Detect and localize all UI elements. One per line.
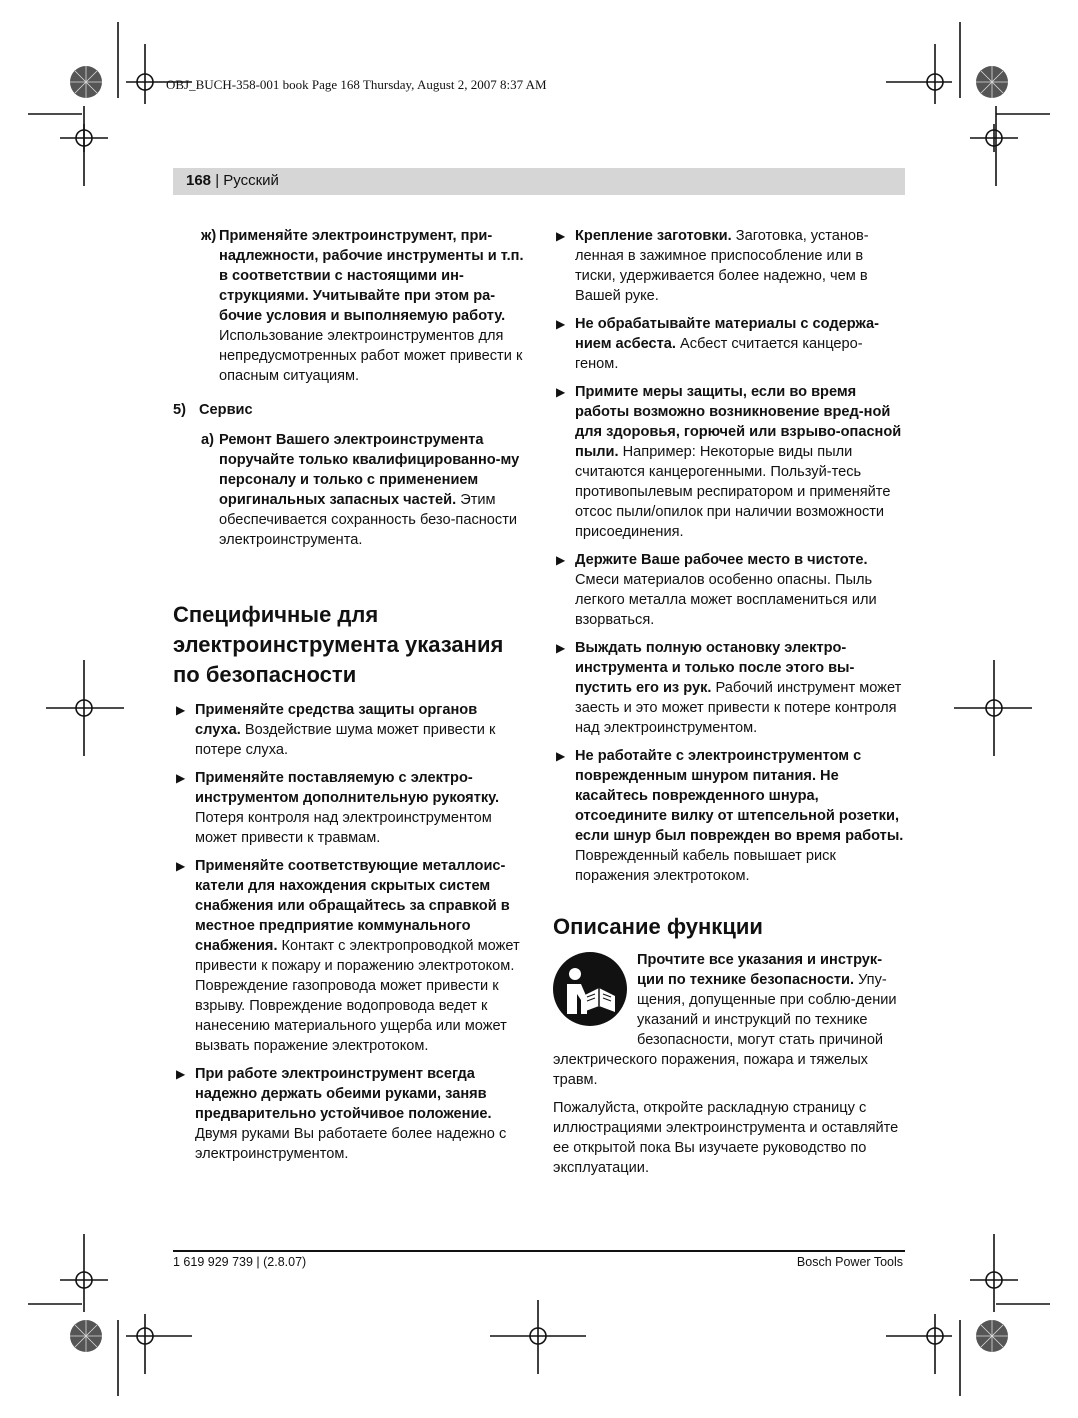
service-heading [173, 400, 525, 420]
bullet-bold: Держите Ваше рабочее место в чистоте. [575, 552, 868, 568]
bullet-item [553, 550, 905, 630]
triangle-bullet-icon: ▶ [176, 1067, 186, 1081]
instruction-text: Этим обеспечивается сохранность безо-пасности электроинструмента. [219, 492, 518, 548]
bullet-item [553, 638, 905, 738]
instruction-a [173, 430, 525, 550]
triangle-bullet-icon: ▶ [176, 859, 186, 873]
triangle-bullet-icon: ▶ [556, 229, 566, 243]
bullet-text: Асбест считается канцеро-геном. [575, 336, 863, 372]
bullet-text: Например: Некоторые виды пыли считаются канцерогенными. Пользуй-тесь противопылевым респиратором и применяйте отсос пыли/опилок при наличии возможности присоединения. [575, 444, 891, 540]
fold-out-paragraph: Пожалуйста, откройте раскладную страницу с иллюстрациями электроинструмента и оставляйте ее открытой пока Вы изучаете руководство по эксплуатации. [553, 1100, 899, 1176]
bullet-item [173, 700, 525, 760]
bullet-text: Контакт с электропроводкой может привести к пожару и поражению электротоком. Повреждение газопровода может привести к взрыву. Повреждение водопровода ведет к нанесению материального ущерба или может вызвать поражение электротоком. [195, 938, 520, 1054]
triangle-bullet-icon: ▶ [176, 771, 186, 785]
bullet-item [553, 226, 905, 306]
bullet-text: Смеси материалов особенно опасны. Пыль легкого металла может воспламениться или взорваться. [575, 572, 877, 628]
section-heading-function: Описание функции [553, 914, 763, 939]
triangle-bullet-icon: ▶ [556, 317, 566, 331]
bullet-bold: Примите меры защиты, если во время работы возможно возникновение вред-ной для здоровья, горючей или взрыво-опасной пыли. [575, 384, 902, 460]
item-marker: ж) [201, 228, 217, 244]
item-marker: а) [201, 432, 214, 448]
bullet-bold: При работе электроинструмент всегда надежно держать обеими руками, заняв предварительно устойчивое положение. [195, 1066, 492, 1122]
section-heading-safety: Специфичные для электроинструмента указания по безопасности [173, 602, 504, 687]
bullet-text: Потеря контроля над электроинструментом может привести к травмам. [195, 810, 492, 846]
right-column [553, 226, 905, 1178]
footer-rule [173, 1250, 905, 1252]
bullet-item [553, 382, 905, 542]
bullet-item [553, 314, 905, 374]
notice-bold: Прочтите все указания и инструк-ции по технике безопасности. [637, 952, 883, 988]
instruction-zh [173, 226, 525, 386]
instruction-bold: Применяйте электроинструмент, при-надлежности, рабочие инструменты и т.п. в соответствии с настоящими ин-струкциями. Учитывайте при этом ра-бочие условия и выполняемую работу. [219, 228, 524, 324]
bullet-bold: Не обрабатывайте материалы с содержа-нием асбеста. [575, 316, 879, 352]
instruction-bold: Ремонт Вашего электроинструмента поручайте только квалифицированно-му персоналу и только с применением оригинальных запасных частей. [219, 432, 520, 508]
left-column [173, 226, 525, 1172]
instruction-text: Использование электроинструментов для непредусмотренных работ может привести к опасным ситуациям. [219, 328, 523, 384]
page-header-bar [173, 168, 905, 195]
section-title: Сервис [199, 402, 253, 418]
bullet-bold: Применяйте соответствующие металлоис-катели для нахождения скрытых систем снабжения или обращайтесь за справкой в местное предприятие коммунального снабжения. [195, 858, 510, 954]
footer-doc-number: 1 619 929 739 | (2.8.07) [173, 1255, 307, 1269]
bullet-item [173, 768, 525, 848]
right-bullet-list [553, 226, 905, 886]
header-separator: | [211, 172, 224, 189]
triangle-bullet-icon: ▶ [556, 385, 566, 399]
bullet-item [173, 1064, 525, 1164]
bullet-bold: Применяйте поставляемую с электро-инструментом дополнительную рукоятку. [195, 770, 500, 806]
left-bullet-list [173, 700, 525, 1164]
bullet-bold: Крепление заготовки. [575, 228, 732, 244]
header-language: Русский [223, 172, 279, 189]
bullet-text: Заготовка, установ-ленная в зажимное приспособление или в тиски, удерживается более надежно, чем в Вашей руке. [575, 228, 869, 304]
bullet-text: Воздействие шума может привести к потере слуха. [195, 722, 496, 758]
notice-body: Упу-щения, допущенные при соблю-дении указаний и инструкций по технике безопасности, могут стать причиной электрического поражения, пожара и тяжелых травм. [553, 972, 897, 1088]
bullet-bold: Применяйте средства защиты органов слуха. [195, 702, 478, 738]
bullet-bold: Выждать полную остановку электро-инструмента и только после этого вы-пустить его из рук. [575, 640, 855, 696]
bullet-bold: Не работайте с электроинструментом с поврежденным шнуром питания. Не касайтесь поврежденного шнура, отсоедините вилку от штепсельной розетки, если шнур был поврежден во время работы. [575, 748, 904, 844]
bullet-item [553, 746, 905, 886]
bullet-item [173, 856, 525, 1056]
section-number: 5) [173, 402, 186, 418]
print-slug: OBJ_BUCH-358-001 book Page 168 Thursday, August 2, 2007 8:37 AM [166, 77, 547, 92]
triangle-bullet-icon: ▶ [556, 641, 566, 655]
footer-brand: Bosch Power Tools [796, 1255, 903, 1269]
bullet-text: Поврежденный кабель повышает риск поражения электротоком. [575, 848, 836, 884]
triangle-bullet-icon: ▶ [176, 703, 186, 717]
page-number: 168 [186, 172, 212, 189]
bullet-text: Двумя руками Вы работаете более надежно с электроинструментом. [195, 1126, 507, 1162]
read-manual-icon [553, 952, 627, 1026]
page-header [186, 172, 279, 189]
bullet-text: Рабочий инструмент может заесть и это может привести к потере контроля над электроинструментом. [575, 680, 902, 736]
triangle-bullet-icon: ▶ [556, 553, 566, 567]
triangle-bullet-icon: ▶ [556, 749, 566, 763]
